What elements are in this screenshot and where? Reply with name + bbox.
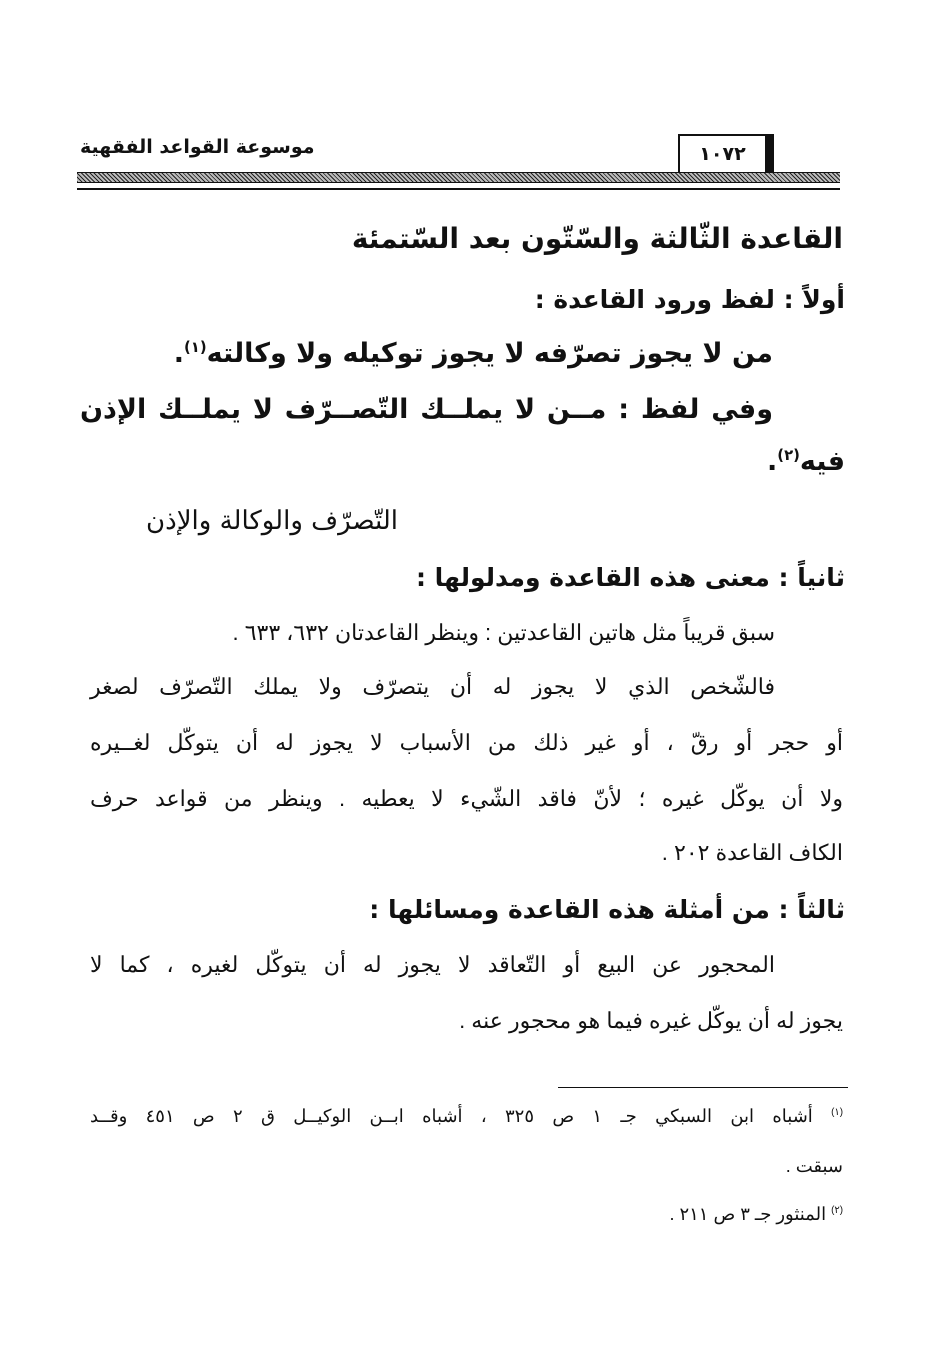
- footnote-ref-1[interactable]: (١): [183, 338, 207, 356]
- header-rule-thin: [77, 188, 840, 190]
- rule-text-1-end: .: [173, 338, 184, 369]
- rule-text-2: وفي لفظ : مــن لا يملــك التّصــرّف لا يملــك الإذن: [80, 394, 773, 425]
- footnote-separator: [558, 1087, 848, 1088]
- footnote-2-text: المنثور جـ ٣ ص ٢١١ .: [669, 1204, 827, 1224]
- footnote-1-continued: سبقت .: [785, 1156, 843, 1176]
- footnote-2-marker: (٢): [831, 1205, 843, 1216]
- rule-title: القاعدة الثّالثة والسّتّون بعد السّتمئة: [351, 222, 843, 255]
- body-line: ولا أن يوكّل غيره ؛ لأنّ فاقد الشّيء لا يعطيه . وينظر من قواعد حرف: [90, 786, 843, 811]
- body-line: أو حجر أو رقّ ، أو غير ذلك من الأسباب لا يجوز له أن يتوكّل لغــيره: [90, 730, 843, 755]
- body-line: الكاف القاعدة ٢٠٢ .: [661, 840, 843, 865]
- footnote-ref-2[interactable]: (٢): [777, 446, 800, 464]
- body-line: فالشّخص الذي لا يجوز له أن يتصرّف ولا يملك التّصرّف لصغر: [90, 674, 775, 699]
- example-line: يجوز له أن يوكّل غيره فيما هو محجور عنه .: [459, 1008, 843, 1033]
- header-rule: [77, 172, 840, 183]
- section-heading-meaning: ثانياً : معنى هذه القاعدة ومدلولها :: [415, 563, 845, 592]
- footnote-1: [90, 1106, 843, 1127]
- rule-text-1: [174, 338, 773, 369]
- body-line: سبق قريباً مثل هاتين القاعدتين : وينظر القاعدتان ٦٣٢، ٦٣٣ .: [232, 620, 775, 645]
- rule-text-2-continued: [767, 446, 845, 477]
- section-heading-examples: ثالثاً : من أمثلة هذه القاعدة ومسائلها :: [369, 895, 845, 924]
- rule-text-2-continued-body: فيه: [799, 446, 845, 477]
- running-header-title: موسوعة القواعد الفقهية: [80, 136, 315, 158]
- footnote-1-text: أشباه ابن السبكي جـ ١ ص ٣٢٥ ، أشباه ابــن الوكيــل ق ٢ ص ٤٥١ وقــد: [90, 1106, 813, 1126]
- footnote-1-marker: (١): [831, 1107, 844, 1118]
- section-heading-wording: أولاً : لفظ ورود القاعدة :: [534, 285, 845, 314]
- rule-text-2-end: .: [767, 446, 778, 477]
- page-number: ١٠٧٢: [678, 134, 774, 172]
- footnote-2: [669, 1204, 843, 1225]
- rule-text-1-body: من لا يجوز تصرّفه لا يجوز توكيله ولا وكالته: [206, 338, 773, 369]
- rule-subject: التّصرّف والوكالة والإذن: [146, 506, 398, 536]
- example-line: المحجور عن البيع أو التّعاقد لا يجوز له أن يتوكّل لغيره ، كما لا: [90, 952, 775, 977]
